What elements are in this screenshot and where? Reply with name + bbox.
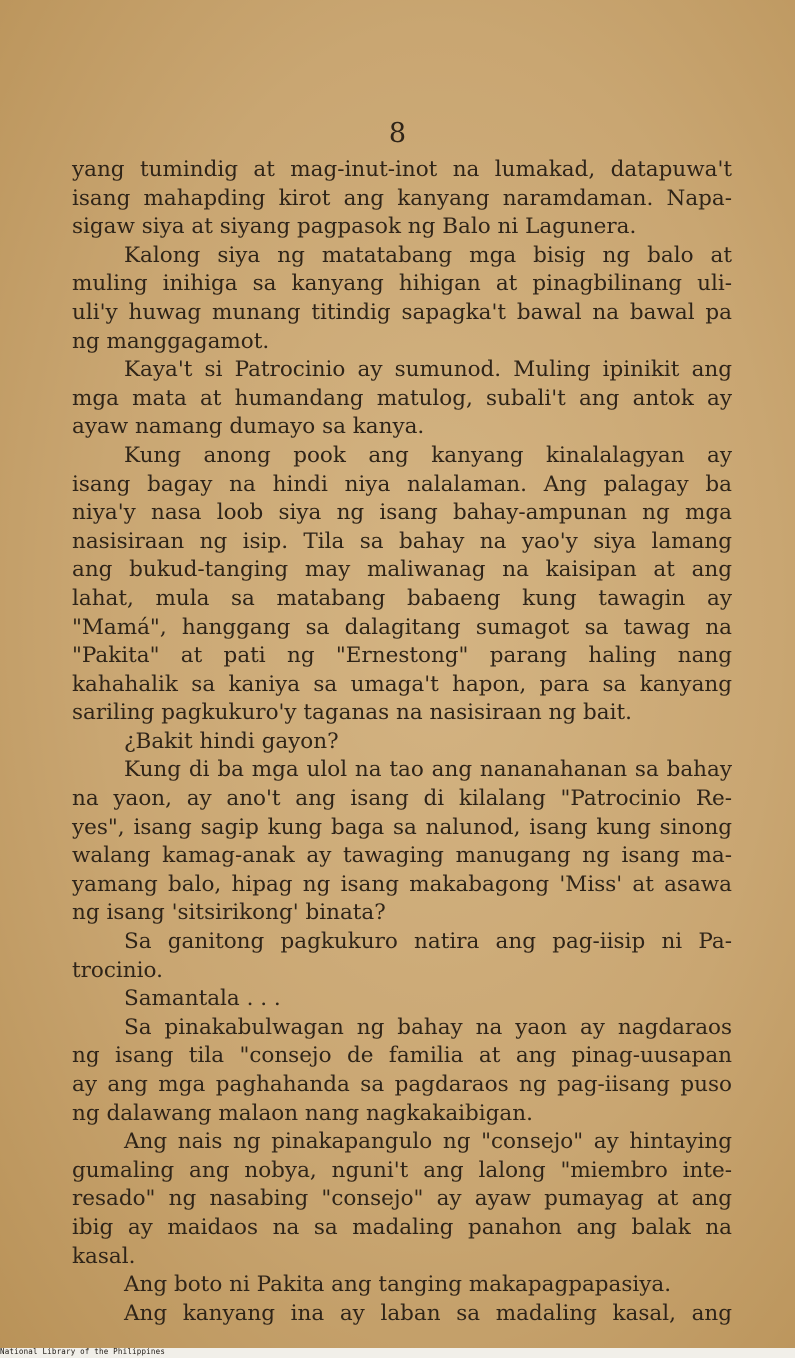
- text-line: lahat, mula sa matabang babaeng kung tawagin ay: [72, 585, 732, 611]
- text-line: kasal.: [72, 1243, 136, 1269]
- page-number: 8: [388, 118, 407, 149]
- text-line: ng dalawang malaon nang nagkakaibigan.: [72, 1100, 533, 1126]
- text-line: mga mata at humandang matulog, subali't ang antok ay: [72, 385, 732, 411]
- footer-watermark: National Library of the Philippines: [0, 1347, 166, 1356]
- text-line: Ang nais ng pinakapangulo ng "consejo" ay hintaying: [124, 1129, 732, 1155]
- text-line: sariling pagkukuro'y taganas na nasisiraan ng bait.: [72, 700, 632, 726]
- text-line: "Pakita" at pati ng "Ernestong" parang haling nang: [72, 643, 732, 669]
- text-line: Kung anong pook ang kanyang kinalalagyan ay: [124, 442, 732, 468]
- text-line: isang bagay na hindi niya nalalaman. Ang palagay ba: [72, 471, 732, 497]
- text-line: ay ang mga paghahanda sa pagdaraos ng pag-iisang puso: [72, 1072, 732, 1097]
- text-line: "Mamá", hanggang sa dalagitang sumagot sa tawag na: [72, 614, 732, 640]
- text-line: muling inihiga sa kanyang hihigan at pinagbilinang uli-: [72, 271, 732, 297]
- text-line: isang mahapding kirot ang kanyang naramdaman. Napa-: [72, 185, 732, 211]
- text-line: niya'y nasa loob siya ng isang bahay-ampunan ng mga: [72, 500, 732, 526]
- text-line: nasisiraan ng isip. Tila sa bahay na yao'y siya lamang: [72, 528, 732, 554]
- text-line: uli'y huwag munang titindig sapagka't bawal na bawal pa: [72, 299, 732, 325]
- body-text: [72, 156, 732, 1328]
- text-line: ang bukud-tanging may maliwanag na kaisipan at ang: [72, 557, 732, 583]
- text-line: resado" ng nasabing "consejo" ay ayaw pumayag at ang: [72, 1186, 732, 1212]
- text-line: Kung di ba mga ulol na tao ang nananahanan sa bahay: [124, 757, 732, 783]
- text-line: Samantala . . .: [124, 986, 281, 1012]
- text-line: Ang kanyang ina ay laban sa madaling kasal, ang: [124, 1300, 732, 1326]
- text-line: trocinio.: [72, 957, 163, 983]
- text-line: walang kamag-anak ay tawaging manugang ng isang ma-: [72, 843, 732, 869]
- text-line: ibig ay maidaos na sa madaling panahon ang balak na: [72, 1214, 732, 1240]
- text-line: yes", isang sagip kung baga sa nalunod, isang kung sinong: [72, 814, 732, 840]
- text-line: ¿Bakit hindi gayon?: [124, 728, 339, 754]
- text-line: yamang balo, hipag ng isang makabagong 'Miss' at asawa: [72, 871, 732, 897]
- text-line: Kalong siya ng matatabang mga bisig ng balo at: [124, 242, 732, 268]
- text-line: Ang boto ni Pakita ang tanging makapagpapasiya.: [124, 1272, 672, 1298]
- text-line: Sa ganitong pagkukuro natira ang pag-iisip ni Pa-: [124, 929, 732, 955]
- text-line: ng isang 'sitsirikong' binata?: [72, 900, 386, 926]
- text-line: yang tumindig at mag-inut-inot na lumakad, datapuwa't: [72, 157, 732, 182]
- text-line: kahahalik sa kaniya sa umaga't hapon, para sa kanyang: [72, 671, 732, 697]
- text-line: ng manggagamot.: [72, 328, 270, 354]
- text-line: ayaw namang dumayo sa kanya.: [72, 414, 425, 440]
- text-line: sigaw siya at siyang pagpasok ng Balo ni Lagunera.: [72, 214, 637, 240]
- text-line: Kaya't si Patrocinio ay sumunod. Muling ipinikit ang: [124, 357, 732, 383]
- text-line: na yaon, ay ano't ang isang di kilalang "Patrocinio Re-: [72, 786, 732, 812]
- text-line: Sa pinakabulwagan ng bahay na yaon ay nagdaraos: [124, 1014, 732, 1040]
- text-line: gumaling ang nobya, nguni't ang lalong "miembro inte-: [72, 1157, 732, 1183]
- text-line: ng isang tila "consejo de familia at ang pinag-uusapan: [72, 1043, 732, 1069]
